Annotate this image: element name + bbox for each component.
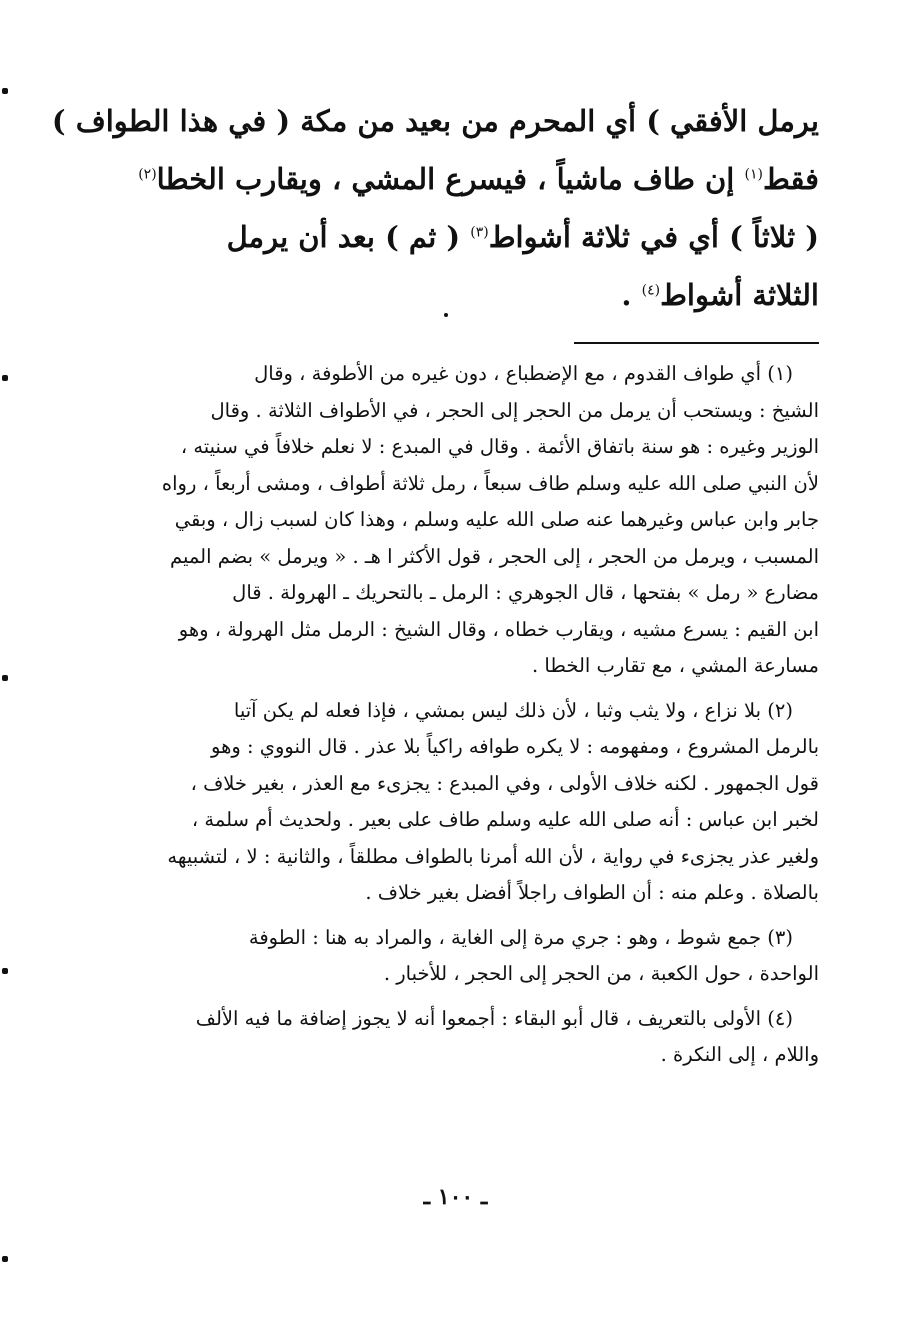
footnote-line: مسارعة المشي ، مع تقارب الخطا . <box>532 654 819 677</box>
stray-dot <box>444 313 448 317</box>
footnote-4 <box>99 1001 819 1074</box>
edge-mark <box>2 88 8 94</box>
footnote-line: واللام ، إلى النكرة . <box>660 1043 819 1066</box>
footnote-line: (٤) الأولى بالتعريف ، قال أبو البقاء : أجمعوا أنه لا يجوز إضافة ما فيه الألف <box>195 1006 793 1030</box>
footnote-line: الوزير وغيره : هو سنة باتفاق الأئمة . وقال في المبدع : لا نعلم خلافاً في سنيته ، <box>180 435 819 458</box>
main-line-1: يرمل الأفقي ) أي المحرم من بعيد من مكة ( في هذا الطواف ) <box>51 104 819 138</box>
footnote-line: الشيخ : ويستحب أن يرمل من الحجر إلى الحجر ، في الأطواف الثلاثة . وقال <box>210 398 819 422</box>
footnote-line: قول الجمهور . لكنه خلاف الأولى ، وفي المبدع : يجزىء مع العذر ، بغير خلاف ، <box>190 771 819 795</box>
main-line-2-lead: فقط <box>762 162 819 196</box>
footnote-ref-2: (٢) <box>138 166 157 183</box>
footnote-ref-4: (٤) <box>641 282 661 299</box>
edge-mark <box>2 1256 8 1262</box>
footnote-3 <box>99 920 819 993</box>
footnote-ref-1: (١) <box>744 166 763 183</box>
footnote-2 <box>99 693 819 912</box>
page-number: ـ ١٠٠ ـ <box>423 1184 488 1210</box>
footnote-line: المسبب ، ويرمل من الحجر ، إلى الحجر ، قول الأكثر ا هـ . « ويرمل » بضم الميم <box>170 544 819 568</box>
edge-mark <box>2 675 8 681</box>
main-line-4-text: الثلاثة أشواط <box>660 278 819 312</box>
edge-mark <box>2 375 8 381</box>
footnote-line: جابر وابن عباس وغيرهما عنه صلى الله عليه وسلم ، وهذا كان لسبب زال ، وبقي <box>174 508 819 531</box>
main-line-3-text: ( ثلاثاً ) أي في ثلاثة أشواط <box>488 220 819 254</box>
footnote-ref-3: (٣) <box>470 224 489 241</box>
footnote-line: لخبر ابن عباس : أنه صلى الله عليه وسلم طاف على بعير . ولحديث أم سلمة ، <box>191 808 819 831</box>
footnote-1 <box>99 356 819 685</box>
main-line-2-text: إن طاف ماشياً ، فيسرع المشي ، ويقارب الخطا <box>156 162 735 196</box>
footnote-line: ولغير عذر يجزىء في رواية ، لأن الله أمرنا بالطواف مطلقاً ، والثانية : لا ، لتشبيهه <box>167 844 819 868</box>
footnotes <box>99 356 819 1082</box>
footnote-line: بالصلاة . وعلم منه : أن الطواف راجلاً أفضل بغير خلاف . <box>365 881 819 904</box>
main-line-3 <box>91 208 819 266</box>
edge-mark <box>2 968 8 974</box>
footnote-line: مضارع « رمل » بفتحها ، قال الجوهري : الرمل ـ بالتحريك ـ الهرولة . قال <box>232 581 819 604</box>
footnote-line: (٣) جمع شوط ، وهو : جري مرة إلى الغاية ، والمراد به هنا : الطوفة <box>248 925 793 949</box>
main-line-4-end: . <box>621 278 632 312</box>
main-line-4 <box>91 266 819 324</box>
footnote-line: بالرمل المشروع ، ومفهومه : لا يكره طوافه راكياً بلا عذر . قال النووي : وهو <box>211 735 819 758</box>
main-line-2 <box>91 150 819 208</box>
footnote-line: (١) أي طواف القدوم ، مع الإضطباع ، دون غيره من الأطوفة ، وقال <box>254 362 793 385</box>
footnote-line: (٢) بلا نزاع ، ولا يثب وثبا ، لأن ذلك ليس بمشي ، فإذا فعله لم يكن آتيا <box>233 698 793 722</box>
main-text <box>51 92 819 324</box>
footnote-line: لأن النبي صلى الله عليه وسلم طاف سبعاً ، رمل ثلاثة أطواف ، ومشى أربعاً ، رواه <box>161 471 819 495</box>
footnote-separator <box>574 342 819 344</box>
footnote-line: الواحدة ، حول الكعبة ، من الحجر إلى الحجر ، للأخبار . <box>383 962 819 985</box>
footnote-line: ابن القيم : يسرع مشيه ، ويقارب خطاه ، وقال الشيخ : الرمل مثل الهرولة ، وهو <box>178 617 819 641</box>
main-line-3-tail: ( ثم ) بعد أن يرمل <box>226 220 461 254</box>
